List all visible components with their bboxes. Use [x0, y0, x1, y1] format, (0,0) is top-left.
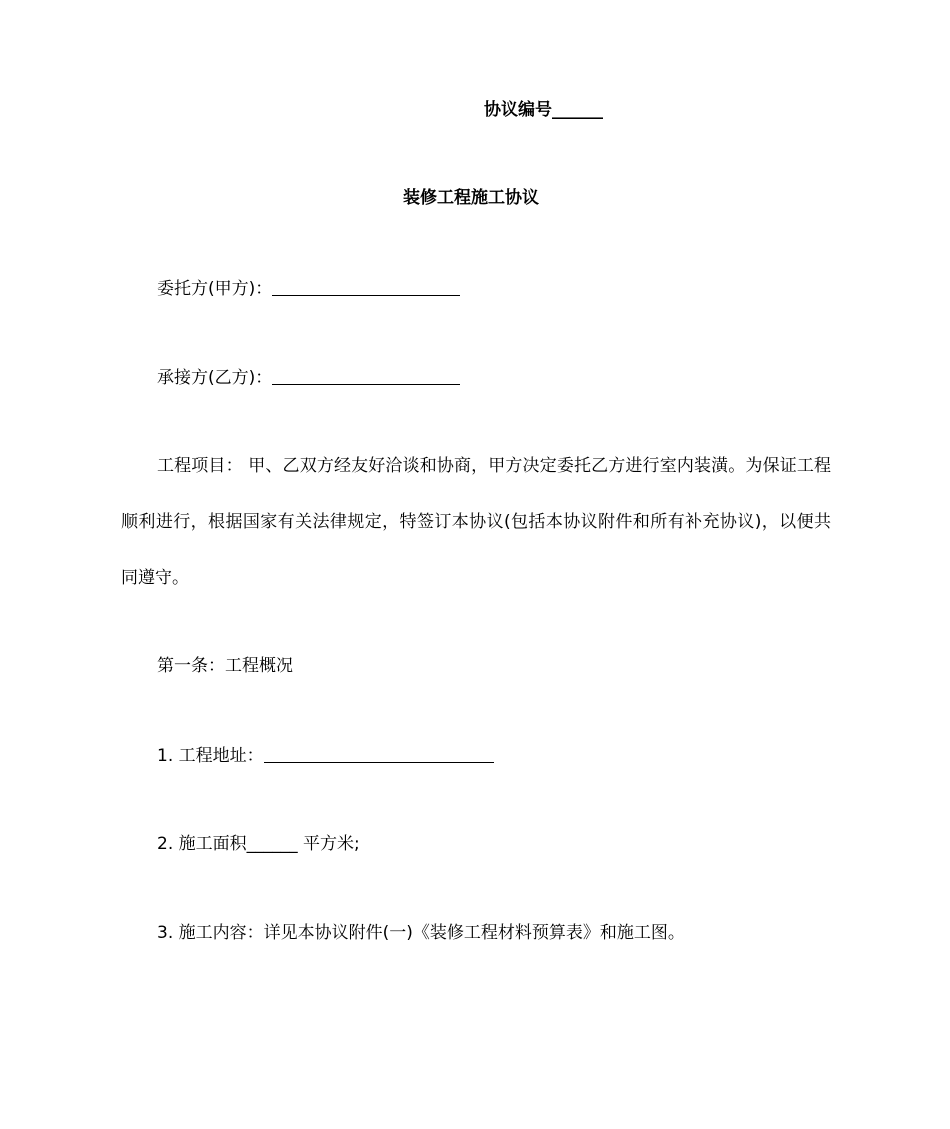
client-party-blank — [272, 277, 460, 296]
document-title-text: 装修工程施工协议 — [403, 188, 539, 208]
document-title — [403, 187, 539, 209]
contractor-party-blank — [272, 366, 460, 385]
client-party-line — [157, 277, 460, 300]
project-address-blank — [264, 744, 494, 763]
article-1-heading — [157, 655, 293, 677]
contractor-party-line — [157, 366, 460, 389]
client-party-label: 委托方(甲方)： — [157, 279, 273, 299]
contractor-party-label: 承接方(乙方)： — [157, 368, 273, 388]
construction-area-line — [157, 833, 360, 855]
agreement-number — [484, 99, 603, 121]
construction-content-line — [157, 922, 685, 944]
construction-area-text: 2. 施工面积______ 平方米; — [157, 834, 360, 854]
project-address-line — [157, 744, 494, 767]
article-1-heading-text: 第一条：工程概况 — [157, 656, 293, 676]
construction-content-text: 3. 施工内容：详见本协议附件(一)《装修工程材料预算表》和施工图。 — [157, 923, 685, 943]
project-address-label: 1. 工程地址： — [157, 746, 264, 766]
agreement-number-label: 协议编号______ — [484, 100, 603, 120]
project-paragraph: 工程项目： 甲、乙双方经友好洽谈和协商，甲方决定委托乙方进行室内装潢。为保证工程顺利进行，根据国家有关法律规定，特签订本协议(包括本协议附件和所有补充协议)，以便共同遵守。 — [121, 456, 831, 588]
